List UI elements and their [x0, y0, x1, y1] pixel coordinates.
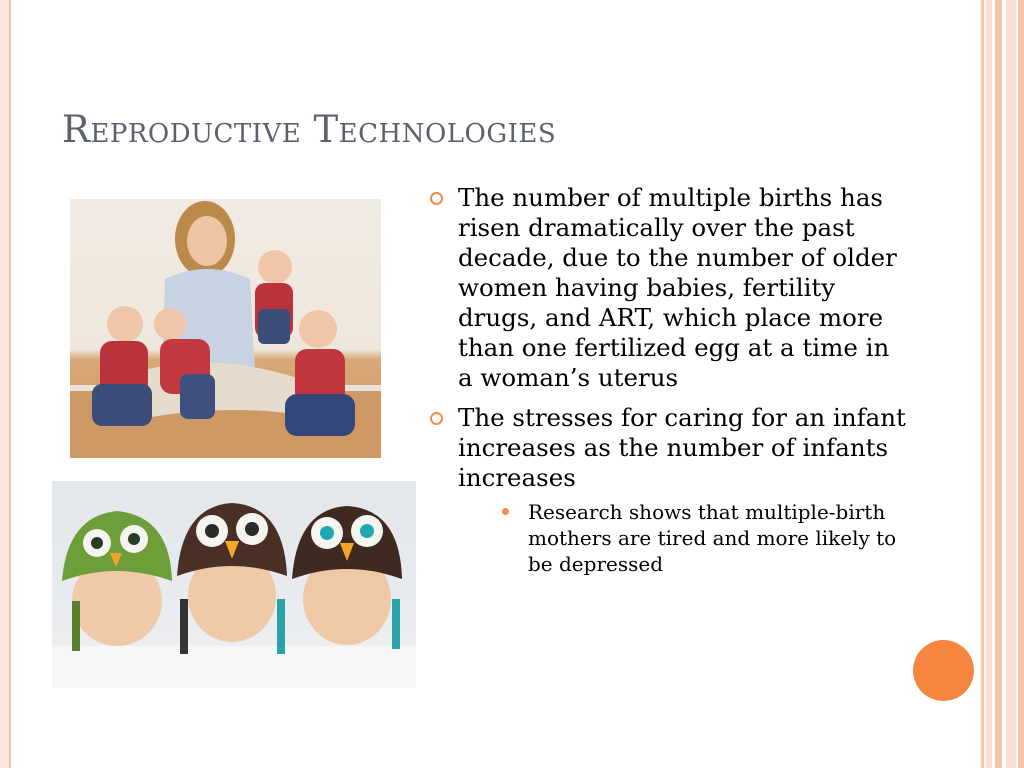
stripe [1006, 0, 1016, 768]
left-border-line [9, 0, 11, 768]
stripe [1018, 0, 1024, 768]
bullet-list [428, 183, 908, 577]
sub-bullet-item [498, 499, 908, 577]
right-stripe-decoration [976, 0, 1024, 768]
left-border-decoration [0, 0, 9, 768]
bullet-item [428, 183, 908, 393]
mother-with-quadruplets-photo [70, 199, 381, 458]
sub-bullet-text: Research shows that multiple-birth mothers are tired and more likely to be depressed [528, 500, 897, 576]
sub-bullet-list [458, 499, 908, 577]
bullet-item [428, 403, 908, 577]
bullet-marker [430, 412, 443, 425]
decorative-orange-circle [913, 640, 974, 701]
bullet-text: The stresses for caring for an infant increases as the number of infants increases [458, 403, 906, 492]
bullet-text: The number of multiple births has risen dramatically over the past decade, due to the number of older women having babies, fertility drugs, and ART, which place more than one fertilized egg at a time in a woman’s uterus [458, 183, 897, 392]
slide-title: Reproductive Technologies [62, 108, 557, 151]
stripe [986, 0, 992, 768]
bullet-marker [430, 192, 443, 205]
stripe [995, 0, 1002, 768]
stripe [981, 0, 984, 768]
sub-bullet-marker [502, 508, 509, 515]
triplets-in-owl-hats-photo [52, 481, 416, 688]
